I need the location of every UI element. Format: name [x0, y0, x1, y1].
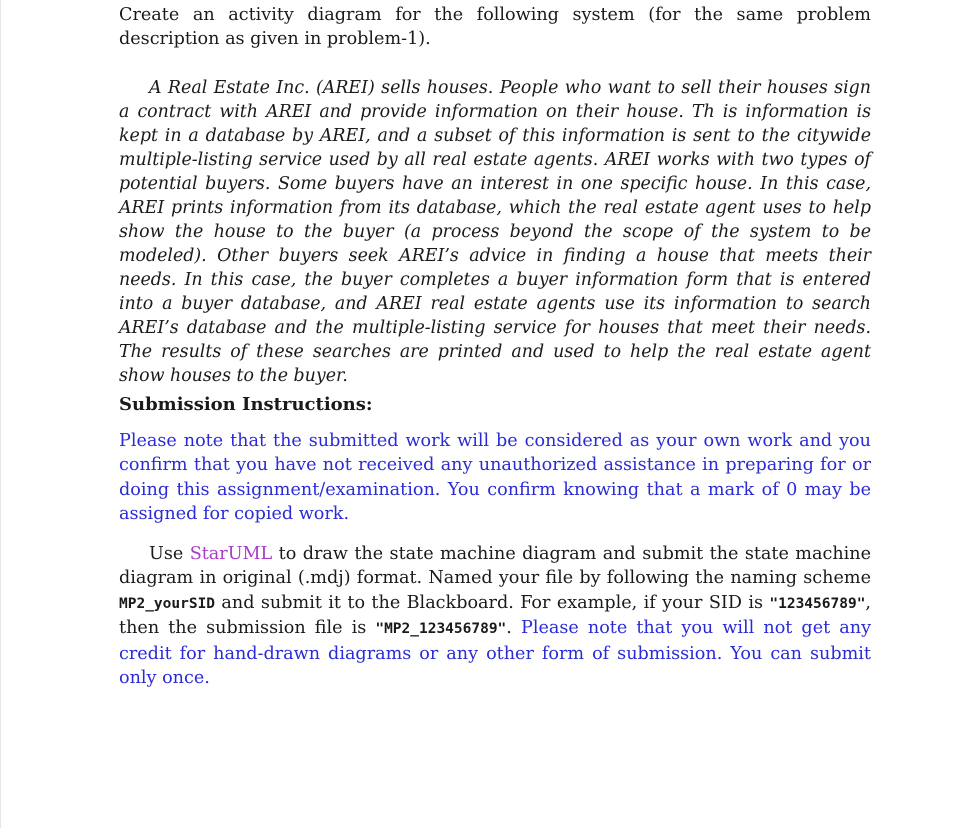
- instr-use: Use: [149, 544, 184, 564]
- instr-part1: to draw the state machine diagram and submit the state machine diagram in original (.mdj) format. Named your file by following the naming scheme: [119, 544, 872, 589]
- submission-heading: Submission Instructions:: [119, 394, 373, 415]
- problem-intro: Create an activity diagram for the following system (for the same problem description as given in problem-1).: [119, 5, 871, 49]
- submission-instructions: [119, 542, 871, 690]
- page-left-border: [0, 0, 1, 828]
- credit-warning: Please note that you will not get any credit for hand-drawn diagrams or any other form of submission. You can submit only once.: [119, 618, 872, 689]
- example-filename: "MP2_123456789": [375, 621, 507, 638]
- example-sid: "123456789": [769, 595, 866, 612]
- staruml-link[interactable]: StarUML: [189, 544, 273, 564]
- instr-part4: .: [506, 618, 512, 639]
- instr-part3: , then the submission file is: [119, 592, 872, 639]
- instr-part2: and submit it to the Blackboard. For example, if your SID is: [221, 592, 763, 613]
- academic-integrity-notice: Please note that the submitted work will be considered as your own work and you confirm that you have not received any unauthorized assistance in preparing for or doing this assignment/examination. You confirm knowing that a mark of 0 may be assigned for copied work.: [119, 431, 871, 525]
- problem-description: A Real Estate Inc. (AREI) sells houses. People who want to sell their houses sign a contract with AREI and provide information on their house. Th is information is kept in a database by AREI, and a subset of this information is sent to the citywide multiple-listing service used by all real estate agents. AREI works with two types of potential buyers. Some buyers have an interest in one specific house. In this case, AREI prints information from its database, which the real estate agent uses to help show the house to the buyer (a process beyond the scope of the system to be modeled). Other buyers seek AREI’s advice in finding a house that meets their needs. In this case, the buyer completes a buyer information form that is entered into a buyer database, and AREI real estate agents use its information to search AREI’s database and the multiple-listing service for houses that meet their needs. The results of these searches are printed and used to help the real estate agent show houses to the buyer.: [119, 78, 871, 386]
- naming-scheme: MP2_yourSID: [119, 595, 216, 612]
